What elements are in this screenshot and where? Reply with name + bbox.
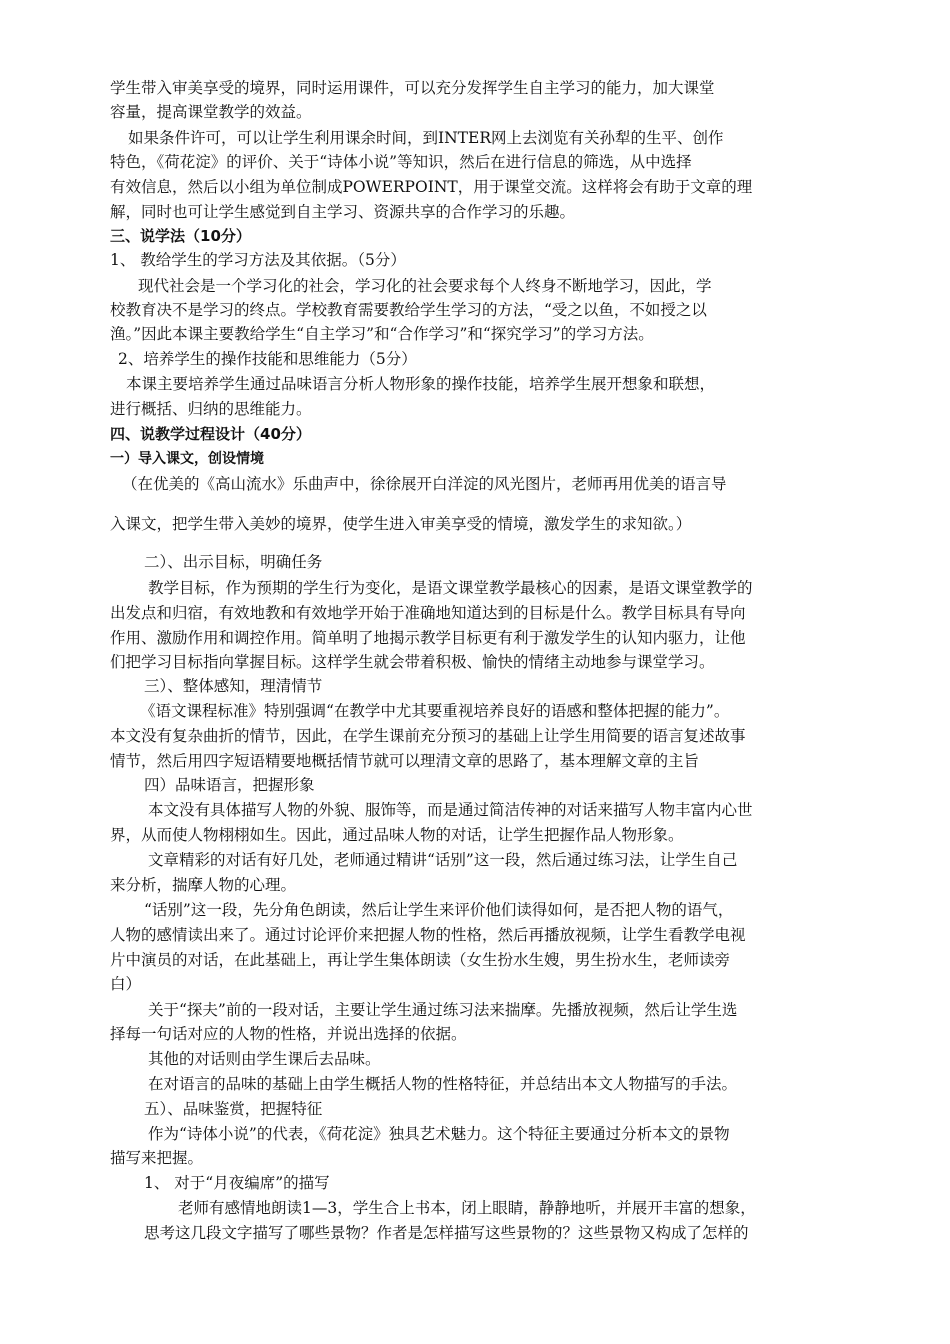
text-line: 本文没有具体描写人物的外貌、服饰等，而是通过简洁传神的对话来描写人物丰富内心世 [148,801,753,819]
sub-heading: 2、培养学生的操作技能和思维能力（5分） [118,350,417,368]
text-line: （在优美的《高山流水》乐曲声中，徐徐展开白洋淀的风光图片，老师再用优美的语言导 [122,475,727,493]
text-line: 作为“诗体小说”的代表，《荷花淀》独具艺术魅力。这个特征主要通过分析本文的景物 [148,1125,730,1143]
text-line: 特色，《荷花淀》的评价、关于“诗体小说”等知识，然后在进行信息的筛选，从中选择 [110,153,692,171]
text-line: 入课文，把学生带入美妙的境界，使学生进入审美享受的情境，激发学生的求知欲。） [110,515,692,533]
text-line: 容量，提高课堂教学的效益。 [110,103,312,121]
text-line: 渔。”因此本课主要教给学生“自主学习”和“合作学习”和“探究学习”的学习方法。 [110,325,654,343]
text-line: 关于“探夫”前的一段对话，主要让学生通过练习法来揣摩。先播放视频，然后让学生选 [148,1001,738,1019]
sub-heading: 四）品味语言，把握形象 [144,776,315,794]
sub-heading: 一）导入课文，创设情境 [110,451,264,467]
text-line: 文章精彩的对话有好几处，老师通过精讲“话别”这一段，然后通过练习法，让学生自己 [148,851,738,869]
text-line: 来分析，揣摩人物的心理。 [110,876,297,894]
text-line: 进行概括、归纳的思维能力。 [110,400,312,418]
text-line: 本文没有复杂曲折的情节，因此，在学生课前充分预习的基础上让学生用简要的语言复述故事 [110,727,746,745]
sub-heading: 1、 教给学生的学习方法及其依据。（5分） [110,251,406,269]
sub-heading: 二）、出示目标，明确任务 [144,553,323,571]
text-line: 如果条件许可，可以让学生利用课余时间，到INTER网上去浏览有关孙犁的生平、创作 [128,129,724,147]
text-line: 有效信息，然后以小组为单位制成POWERPOINT，用于课堂交流。这样将会有助于文章的理 [110,178,753,196]
text-line: 其他的对话则由学生课后去品味。 [148,1050,381,1068]
text-line: 们把学习目标指向掌握目标。这样学生就会带着积极、愉快的情绪主动地参与课堂学习。 [110,653,715,671]
text-line: 白） [110,975,142,993]
text-line: 现代社会是一个学习化的社会，学习化的社会要求每个人终身不断地学习，因此，学 [138,277,712,295]
sub-heading: 1、 对于“月夜编席”的描写 [144,1174,330,1192]
text-line: 描写来把握。 [110,1149,204,1167]
text-line: 本课主要培养学生通过品味语言分析人物形象的操作技能，培养学生展开想象和联想， [126,375,716,393]
text-line: 解，同时也可让学生感觉到自主学习、资源共享的合作学习的乐趣。 [110,203,576,221]
text-line: 老师有感情地朗读1—3，学生合上书本，闭上眼睛，静静地听，并展开丰富的想象， [178,1199,756,1217]
text-line: 人物的感情读出来了。通过讨论评价来把握人物的性格，然后再播放视频，让学生看教学电视 [110,926,746,944]
text-line: 片中演员的对话，在此基础上，再让学生集体朗读（女生扮水生嫂，男生扮水生，老师读旁 [110,951,731,969]
sub-heading: 三）、整体感知，理清情节 [144,677,323,695]
text-line: “话别”这一段，先分角色朗读，然后让学生来评价他们读得如何，是否把人物的语气， [144,901,734,919]
text-line: 作用、激励作用和调控作用。简单明了地揭示教学目标更有利于激发学生的认知内驱力，让他 [110,629,746,647]
text-line: 在对语言的品味的基础上由学生概括人物的性格特征，并总结出本文人物描写的手法。 [148,1075,738,1093]
text-line: 择每一句话对应的人物的性格，并说出选择的依据。 [110,1025,467,1043]
text-line: 情节，然后用四字短语精要地概括情节就可以理清文章的思路了，基本理解文章的主旨 [110,752,700,770]
text-line: 出发点和归宿，有效地教和有效地学开始于准确地知道达到的目标是什么。教学目标具有导向 [110,604,746,622]
text-line: 校教育决不是学习的终点。学校教育需要教给学生学习的方法，“受之以鱼，不如授之以 [110,301,707,319]
text-line: 《语文课程标准》特别强调“在教学中尤其要重视培养良好的语感和整体把握的能力”。 [140,702,730,720]
text-line: 思考这几段文字描写了哪些景物？作者是怎样描写这些景物的？这些景物又构成了怎样的 [144,1224,749,1242]
text-line: 界，从而使人物栩栩如生。因此，通过品味人物的对话，让学生把握作品人物形象。 [110,826,684,844]
text-line: 学生带入审美享受的境界，同时运用课件，可以充分发挥学生自主学习的能力，加大课堂 [110,79,715,97]
text-line: 教学目标，作为预期的学生行为变化，是语文课堂教学最核心的因素，是语文课堂教学的 [148,579,753,597]
sub-heading: 五）、品味鉴赏，把握特征 [144,1100,323,1118]
section-heading: 四、说教学过程设计（40分） [110,425,311,443]
section-heading: 三、说学法（10分） [110,227,251,245]
